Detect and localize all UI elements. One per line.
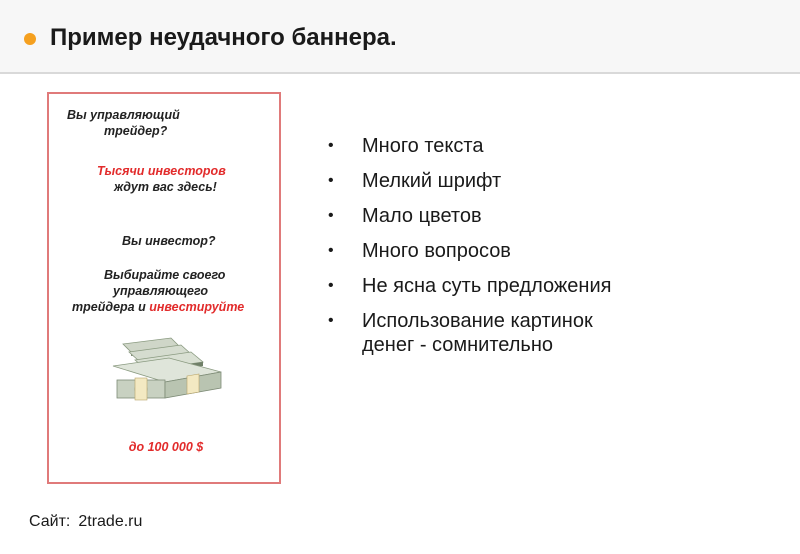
banner-line-8-a: трейдера и bbox=[72, 300, 150, 314]
list-item: • Не ясна суть предложения bbox=[328, 275, 612, 297]
money-stack-icon bbox=[109, 336, 227, 408]
site-credit bbox=[29, 513, 142, 531]
banner-line-8 bbox=[72, 300, 244, 315]
slide-title: Пример неудачного баннера. bbox=[50, 24, 397, 51]
banner-line-3: Тысячи инвесторов bbox=[97, 164, 226, 178]
banner-line-6: Выбирайте своего bbox=[104, 268, 226, 282]
list-item: • Использование картинок денег - сомнительно bbox=[328, 310, 593, 356]
bullet-icon: • bbox=[328, 172, 334, 189]
banner-line-2: трейдер? bbox=[104, 124, 168, 138]
site-label: Сайт: bbox=[29, 513, 71, 530]
banner-line-5: Вы инвестор? bbox=[122, 234, 216, 248]
list-item: • Много текста bbox=[328, 135, 484, 157]
bullet-icon: • bbox=[328, 277, 334, 294]
site-link[interactable]: 2trade.ru bbox=[78, 513, 143, 530]
banner-line-4: ждут вас здесь! bbox=[114, 180, 217, 194]
orange-bullet-icon bbox=[24, 33, 36, 45]
list-item: • Мелкий шрифт bbox=[328, 170, 502, 192]
list-item: • Мало цветов bbox=[328, 205, 482, 227]
header-divider bbox=[0, 72, 800, 74]
bullet-icon: • bbox=[328, 207, 334, 224]
bullet-icon: • bbox=[328, 312, 334, 329]
banner-line-7: управляющего bbox=[113, 284, 208, 298]
bullet-icon: • bbox=[328, 137, 334, 154]
banner-line-8-b: инвестируйте bbox=[149, 300, 245, 314]
list-item: • Много вопросов bbox=[328, 240, 511, 262]
banner-amount: до 100 000 $ bbox=[128, 440, 204, 454]
bullet-list bbox=[326, 134, 611, 368]
bullet-icon: • bbox=[328, 242, 334, 259]
banner-image bbox=[47, 92, 281, 484]
banner-line-1: Вы управляющий bbox=[67, 108, 180, 122]
